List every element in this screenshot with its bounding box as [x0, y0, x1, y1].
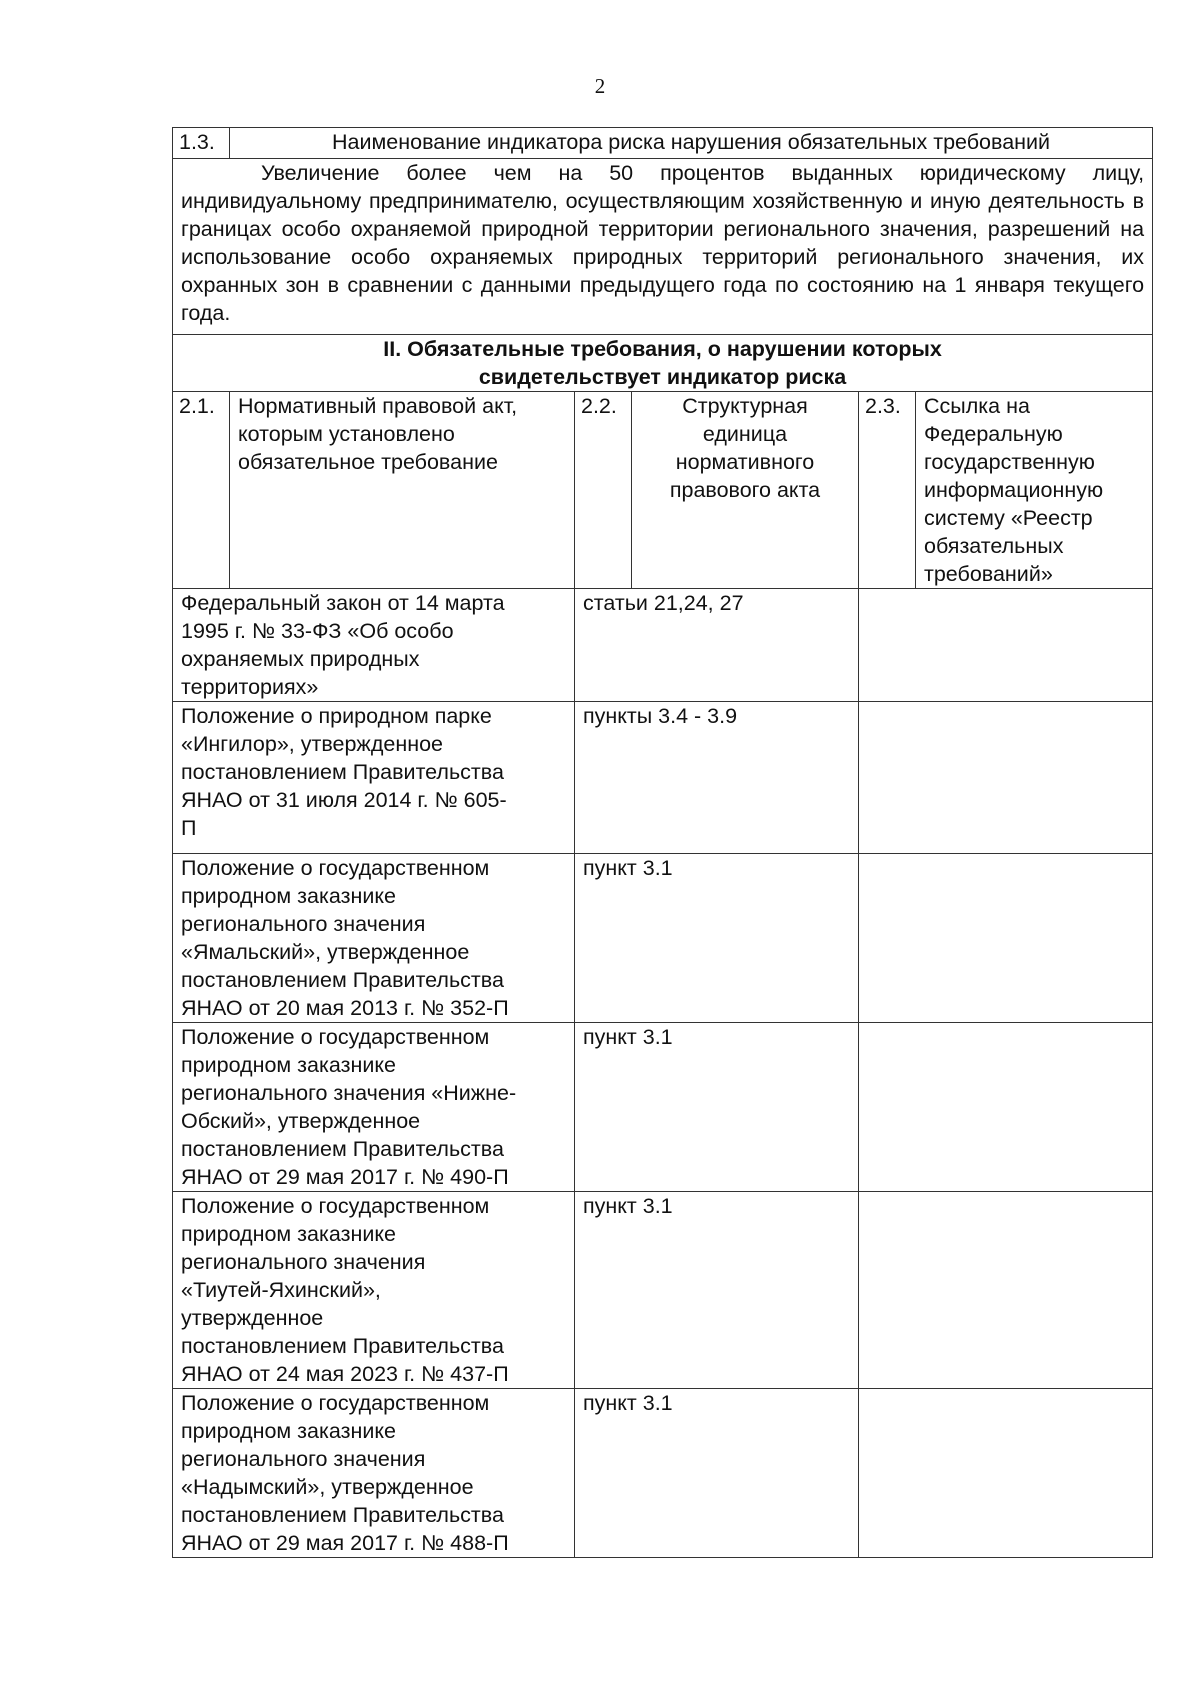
act-cell: Положение о государственном природном заказнике регионального значения «Надымский», утвержденное постановлением Правительства ЯНАО от 29 мая 2017 г. № 488-П: [173, 1389, 575, 1558]
table-row: [173, 702, 1153, 854]
table-row: [173, 854, 1153, 1023]
unit-cell: пункты 3.4 - 3.9: [575, 702, 859, 854]
header-structural-unit: Структурная единица нормативного правового акта: [632, 392, 859, 589]
section-2-title-line2: свидетельствует индикатор риска: [478, 365, 847, 389]
row-indicator-description: [173, 159, 1153, 335]
header-2-2-num: 2.2.: [575, 392, 632, 589]
header-2-3-num: 2.3.: [859, 392, 916, 589]
link-cell: [859, 589, 1153, 702]
link-cell: [859, 1192, 1153, 1389]
risk-indicator-table: [172, 127, 1153, 1558]
header-2-1-num: 2.1.: [173, 392, 230, 589]
link-cell: [859, 854, 1153, 1023]
unit-cell: пункт 3.1: [575, 854, 859, 1023]
unit-cell: статьи 21,24, 27: [575, 589, 859, 702]
link-cell: [859, 702, 1153, 854]
section-2-title-line1: II. Обязательные требования, о нарушении которых: [383, 337, 942, 361]
link-cell: [859, 1389, 1153, 1558]
section-2-title: [173, 335, 1153, 392]
unit-cell: пункт 3.1: [575, 1023, 859, 1192]
header-normative-act: Нормативный правовой акт, которым установлено обязательное требование: [230, 392, 575, 589]
table-row: [173, 1192, 1153, 1389]
section-number: 1.3.: [173, 128, 230, 159]
indicator-title: Наименование индикатора риска нарушения обязательных требований: [230, 128, 1153, 159]
page-number: 2: [594, 74, 606, 98]
indicator-description: Увеличение более чем на 50 процентов выданных юридическому лицу, индивидуальному предпринимателю, осуществляющим хозяйственную и иную деятельность в границах особо охраняемой природной территории регионального значения, разрешений на использование особо охраняемых природных территорий регионального значения, их охранных зон в сравнении с данными предыдущего года по состоянию на 1 января текущего года.: [173, 159, 1153, 335]
act-cell: Положение о государственном природном заказнике регионального значения «Нижне- Обский», утвержденное постановлением Правительства ЯНАО от 29 мая 2017 г. № 490-П: [173, 1023, 575, 1192]
table-row: [173, 589, 1153, 702]
act-cell: Положение о природном парке «Ингилор», утвержденное постановлением Правительства ЯНАО от 31 июля 2014 г. № 605- П: [173, 702, 575, 854]
table-row: [173, 1023, 1153, 1192]
unit-cell: пункт 3.1: [575, 1192, 859, 1389]
link-cell: [859, 1023, 1153, 1192]
act-cell: Положение о государственном природном заказнике регионального значения «Тиутей-Яхинский», утвержденное постановлением Правительства ЯНАО от 24 мая 2023 г. № 437-П: [173, 1192, 575, 1389]
row-section-2-title: [173, 335, 1153, 392]
row-column-headers: [173, 392, 1153, 589]
act-cell: Федеральный закон от 14 марта 1995 г. № 33-ФЗ «Об особо охраняемых природных территориях»: [173, 589, 575, 702]
table-row: [173, 1389, 1153, 1558]
act-cell: Положение о государственном природном заказнике регионального значения «Ямальский», утвержденное постановлением Правительства ЯНАО от 20 мая 2013 г. № 352-П: [173, 854, 575, 1023]
unit-cell: пункт 3.1: [575, 1389, 859, 1558]
header-registry-link: Ссылка на Федеральную государственную информационную систему «Реестр обязательных требований»: [916, 392, 1153, 589]
row-1-3-header: [173, 128, 1153, 159]
